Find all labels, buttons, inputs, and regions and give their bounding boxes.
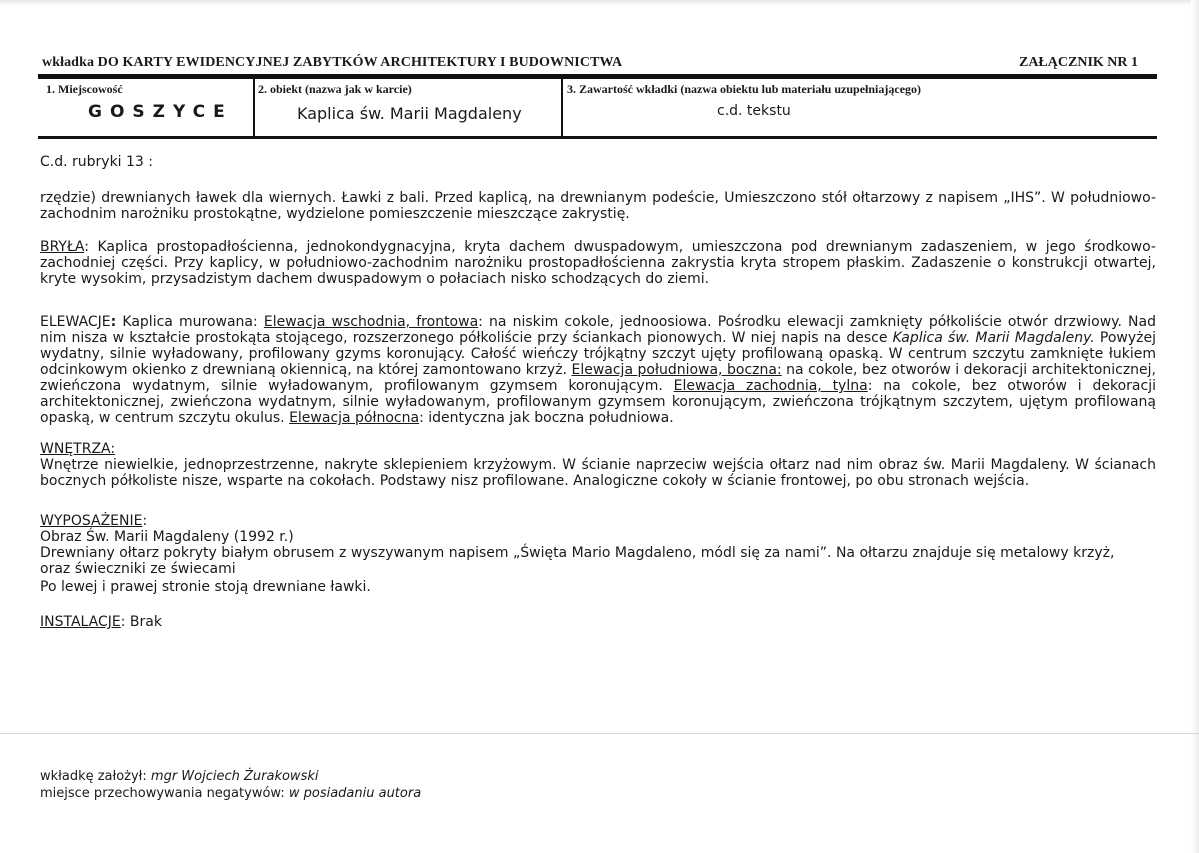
section-elewacje bbox=[40, 314, 1156, 426]
wnetrza-heading: WNĘTRZA: bbox=[40, 441, 116, 457]
contents-label: 3. Zawartość wkładki (nazwa obiektu lub materiału uzupełniającego) bbox=[567, 82, 922, 96]
wyposazenie-item-2: Drewniany ołtarz pokryty białym obrusem z wyszywanym napisem „Święta Mario Magdaleno, módl się za nami”. Na ołtarzu znajduje się metalowy krzyż, bbox=[40, 545, 1115, 561]
table-divider-1 bbox=[253, 79, 255, 136]
locality-label: 1. Miejscowość bbox=[46, 82, 123, 96]
object-value: Kaplica św. Marii Magdaleny bbox=[297, 104, 522, 123]
wyposazenie-item-1: Obraz Św. Marii Magdaleny (1992 r.) bbox=[40, 529, 294, 545]
footer-negatives bbox=[40, 786, 421, 801]
wyposazenie-item-3: oraz świeczniki ze świecami bbox=[40, 561, 236, 577]
bryla-heading: BRYŁA bbox=[40, 239, 85, 255]
elewacje-text-3: Powyżej wydatny, silnie wyładowany, profilowany gzyms koronujący. Całość wieńczy trójkątny szczyt ujęty profilowaną opaską. W centrum szczytu zamknięte łukiem odcinkowym okienko z drewnianą okiennicą, na której zamontowano krzyż. bbox=[40, 330, 1156, 378]
instalacje-text: : Brak bbox=[120, 614, 162, 630]
elewacje-text-1: Kaplica murowana: bbox=[116, 314, 264, 330]
contents-value: c.d. tekstu bbox=[717, 103, 791, 119]
elewacje-text-4: na cokole, bez otworów i dekoracji architektonicznej, zwieńczona wydatnym, silnie wyładowanym, profilowanym gzymsem koronującym. bbox=[40, 362, 1157, 394]
form-title: wkładka DO KARTY EWIDENCYJNEJ ZABYTKÓW ARCHITEKTURY I BUDOWNICTWA bbox=[42, 55, 623, 70]
paragraph-interior-continued: rzędzie) drewnianych ławek dla wiernych. Ławki z bali. Przed kaplicą, na drewnianym podeście, Umieszczono stół ołtarzowy z napisem „IHS”. W południowo-zachodnim narożniku prostokątne, wydzielone pomieszczenie mieszczące zakrystię. bbox=[40, 190, 1156, 222]
continuation-intro: C.d. rubryki 13 : bbox=[40, 154, 153, 170]
elewacja-zachodnia-label: Elewacja zachodnia, tylna bbox=[673, 378, 868, 394]
bryla-text: : Kaplica prostopadłościenna, jednokondygnacyjna, kryta dachem dwuspadowym, umieszczona pod drewnianym zadaszeniem, w jego środkowo-zachodniej części. Przy kaplicy, w południowo-zachodnim narożniku prostopadłościenna zakrystia kryta stropem płaskim. Zadaszenie o konstrukcji otwartej, kryte wysokim, przysadzistym dachem dwuspadowym o połaciach nisko schodzących do ziemi. bbox=[40, 239, 1156, 287]
scan-edge-right bbox=[1191, 0, 1199, 853]
scan-edge-top bbox=[0, 0, 1199, 6]
author-label: wkładkę założył: bbox=[40, 769, 151, 784]
table-divider-2 bbox=[561, 79, 563, 136]
elewacja-polnocna-label: Elewacja północna bbox=[289, 410, 420, 426]
elewacje-colon: : bbox=[110, 314, 117, 330]
niche-inscription: Kaplica św. Marii Magdaleny. bbox=[892, 330, 1095, 346]
wyposazenie-colon: : bbox=[142, 513, 148, 529]
table-bottom-rule bbox=[38, 136, 1157, 139]
instalacje-line bbox=[40, 614, 162, 630]
author-value: mgr Wojciech Żurakowski bbox=[150, 769, 319, 784]
elewacja-poludniowa-label: Elewacja południowa, boczna: bbox=[571, 362, 782, 378]
section-bryla bbox=[40, 239, 1156, 287]
wyposazenie-item-4: Po lewej i prawej stronie stoją drewniane ławki. bbox=[40, 579, 371, 595]
wyposazenie-heading: WYPOSAŻENIE bbox=[40, 513, 143, 529]
wyposazenie-heading-line bbox=[40, 513, 147, 529]
wnetrza-text: Wnętrze niewielkie, jednoprzestrzenne, nakryte sklepieniem krzyżowym. W ścianie naprzeciw wejścia ołtarz nad nim obraz św. Marii Magdaleny. W ścianach bocznych półkoliste nisze, wsparte na cokołach. Podstawy nisz profilowane. Analogiczne cokoły w ścianie frontowej, po obu stronach wejścia. bbox=[40, 457, 1156, 489]
object-label: 2. obiekt (nazwa jak w karcie) bbox=[258, 82, 412, 96]
elewacja-wschodnia-label: Elewacja wschodnia, frontowa bbox=[263, 314, 479, 330]
elewacje-text-2: : na niskim cokole, jednoosiowa. Pośrodku elewacji zamknięty półkoliście otwór drzwiowy. Nad nim nisza w kształcie prostokąta stojącego, rozszerzonego półkoliście przy ściankach pionowych. W niej napis na desce bbox=[40, 314, 1156, 346]
negatives-value: w posiadaniu autora bbox=[288, 786, 422, 801]
negatives-label: miejsce przechowywania negatywów: bbox=[40, 786, 289, 801]
header-rule bbox=[38, 74, 1157, 79]
locality-value: GOSZYCE bbox=[88, 102, 233, 122]
elewacje-heading: ELEWACJE bbox=[40, 314, 111, 330]
elewacje-text-6: : identyczna jak boczna południowa. bbox=[419, 410, 674, 426]
footer-author bbox=[40, 769, 318, 784]
instalacje-heading: INSTALACJE bbox=[40, 614, 121, 630]
elewacje-text-5: : na cokole, bez otworów i dekoracji architektonicznej, zwieńczona wydatnym, silnie wyładowanym, profilowanym gzymsem koronującym, zwieńczona trójkątnym szczytem, ujętym profilowaną opaską, w centrum szczytu okulus. bbox=[40, 378, 1156, 426]
attachment-number: ZAŁĄCZNIK NR 1 bbox=[1018, 55, 1138, 70]
footer-divider bbox=[0, 733, 1199, 734]
